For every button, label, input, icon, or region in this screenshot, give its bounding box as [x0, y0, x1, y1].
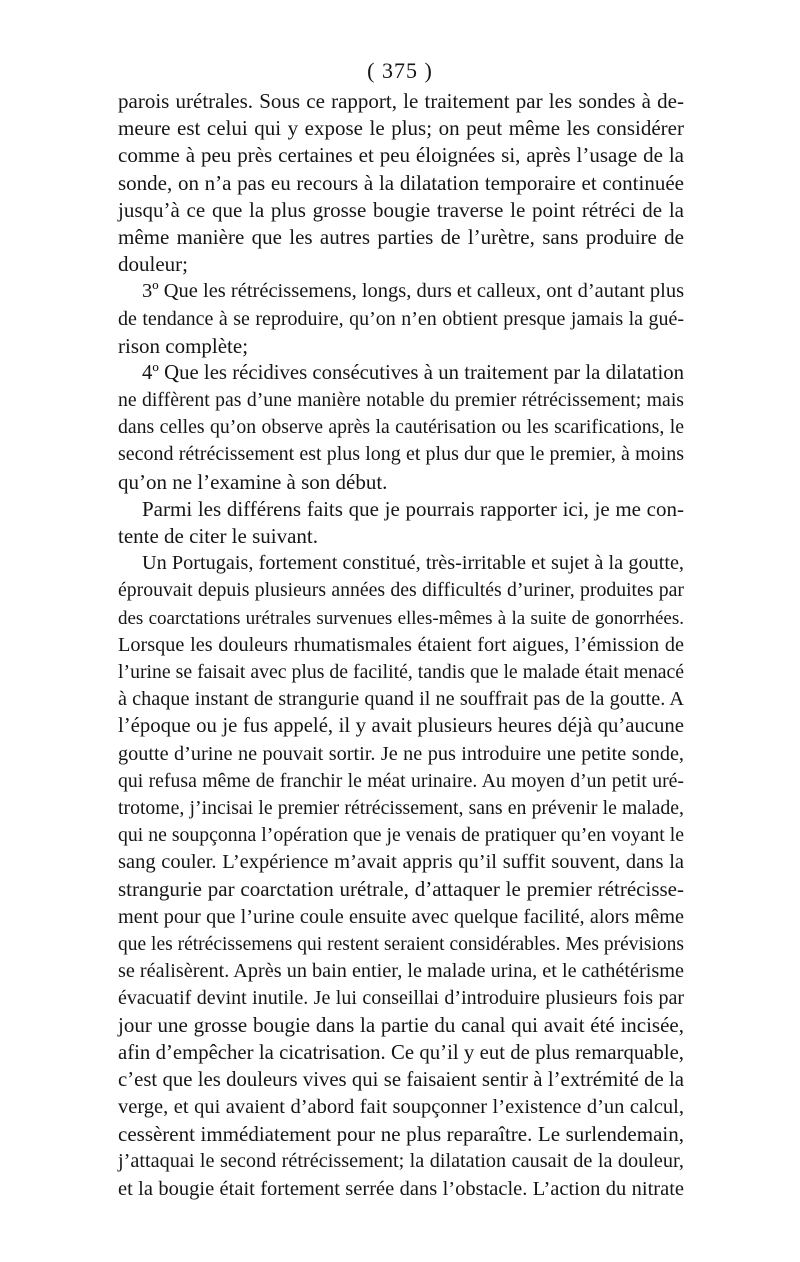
text-line: que les rétrécissemens qui restent seraient considérables. Mes prévisions [118, 933, 684, 955]
text-line: trotome, j’incisai le premier rétrécissement, sans en prévenir le malade, [118, 796, 684, 819]
text-line: jour une grosse bougie dans la partie du canal qui avait été incisée, [118, 1013, 684, 1038]
text-line: afin d’empêcher la cicatrisation. Ce qu’il y eut de plus remarquable, [118, 1041, 684, 1064]
text-line: éprouvait depuis plusieurs années des difficultés d’uriner, produites par [118, 579, 684, 602]
text-line: cessèrent immédiatement pour ne plus reparaître. Le surlendemain, [118, 1122, 684, 1147]
text-line: évacuatif devint inutile. Je lui conseillai d’introduire plusieurs fois par [118, 987, 684, 1010]
text-line: Lorsque les douleurs rhumatismales étaient fort aigues, l’émission de [118, 633, 684, 656]
text-line: 4º Que les récidives consécutives à un traitement par la dilatation [142, 361, 684, 384]
text-line: tente de citer le suivant. [118, 524, 319, 548]
text-line: ment pour que l’urine coule ensuite avec quelque facilité, alors même [118, 905, 684, 928]
text-line: j’attaquai le second rétrécissement; la dilatation causait de la douleur, [118, 1150, 684, 1173]
text-line: ne diffèrent pas d’une manière notable du premier rétrécissement; mais [118, 389, 684, 412]
text-line: verge, et qui avaient d’abord fait soupçonner l’existence d’un calcul, [118, 1095, 684, 1118]
text-line: et la bougie était fortement serrée dans l’obstacle. L’action du nitrate [118, 1177, 684, 1200]
text-line: comme à peu près certaines et peu éloignées si, après l’usage de la [118, 143, 684, 168]
text-line: rison complète; [118, 333, 249, 358]
text-line: 3º Que les rétrécissemens, longs, durs et calleux, ont d’autant plus [142, 280, 685, 303]
page-number: ( 375 ) [367, 58, 433, 83]
text-line: parois urétrales. Sous ce rapport, le traitement par les sondes à de- [118, 89, 684, 113]
text-line: l’urine se faisait avec plus de facilité, tandis que le malade était menacé [118, 660, 684, 683]
text-line: l’époque ou je fus appelé, il y avait plusieurs heures déjà qu’aucune [118, 715, 684, 738]
text-line: sang couler. L’expérience m’avait appris qu’il suffit souvent, dans la [118, 851, 684, 874]
text-line: qui ne soupçonna l’opération que je venais de pratiquer qu’en voyant le [118, 824, 684, 847]
text-line: douleur; [118, 252, 188, 277]
text-line: c’est que les douleurs vives qui se faisaient sentir à l’extrémité de la [118, 1068, 684, 1091]
text-line: Un Portugais, fortement constitué, très-irritable et sujet à la goutte, [142, 552, 684, 575]
text-line: des coarctations urétrales survenues elles-mêmes à la suite de gonorrhées. [118, 607, 684, 629]
text-line: se réalisèrent. Après un bain entier, le malade urina, et le cathétérisme [118, 960, 684, 982]
text-line: goutte d’urine ne pouvait sortir. Je ne pus introduire une petite sonde, [118, 742, 684, 765]
text-line: de tendance à se reproduire, qu’on n’en obtient presque jamais la gué- [118, 307, 684, 330]
text-line: dans celles qu’on observe après la cautérisation ou les scarifications, le [118, 416, 684, 439]
text-line: Parmi les différens faits que je pourrais rapporter ici, je me con- [142, 496, 684, 521]
text-line: second rétrécissement est plus long et plus dur que le premier, à moins [118, 443, 684, 466]
text-line: à chaque instant de strangurie quand il ne souffrait pas de la goutte. A [118, 688, 684, 711]
body-text [118, 88, 684, 1203]
text-line: meure est celui qui y expose le plus; on peut même les considérer [118, 116, 684, 141]
text-line: même manière que les autres parties de l’urètre, sans produire de [118, 224, 684, 249]
text-line: strangurie par coarctation urétrale, d’attaquer le premier rétrécisse- [118, 877, 684, 902]
text-line: sonde, on n’a pas eu recours à la dilatation temporaire et continuée [118, 170, 684, 195]
text-line: qui refusa même de franchir le méat urinaire. Au moyen d’un petit uré- [118, 769, 684, 792]
text-line: jusqu’à ce que la plus grosse bougie traverse le point rétréci de la [118, 197, 684, 222]
text-line: qu’on ne l’examine à son début. [118, 469, 388, 494]
